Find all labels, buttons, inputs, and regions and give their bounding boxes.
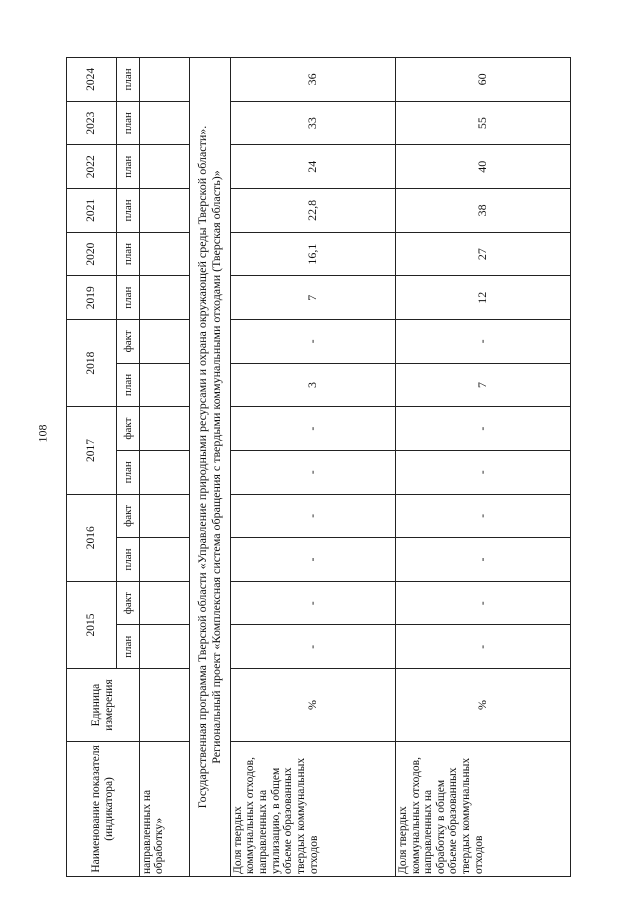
unit-cell: % — [395, 669, 570, 742]
value-cell: 7 — [395, 363, 570, 407]
value-cell: - — [395, 320, 570, 364]
value-cell: - — [230, 538, 395, 582]
value-cell: - — [230, 450, 395, 494]
value-cell: - — [395, 625, 570, 669]
header-year: 2019 — [67, 276, 117, 320]
value-cell: - — [230, 320, 395, 364]
value-cell: 12 — [395, 276, 570, 320]
table-row — [230, 58, 395, 877]
project-title: Региональный проект «Комплексная система обращения с твердыми коммунальными отходами (Тверская область)» — [208, 170, 223, 764]
page-number: 108 — [35, 424, 50, 443]
indicator-name: направленных на обработку» — [139, 741, 189, 876]
value-cell: 33 — [230, 101, 395, 145]
header-plan: план — [117, 58, 140, 102]
value-cell: 3 — [230, 363, 395, 407]
value-cell: - — [230, 625, 395, 669]
header-year: 2017 — [67, 407, 117, 494]
header-fact: факт — [117, 494, 140, 538]
value-cell: 7 — [230, 276, 395, 320]
header-year: 2022 — [67, 145, 117, 189]
header-plan: план — [117, 363, 140, 407]
value-cell: 24 — [230, 145, 395, 189]
header-year: 2020 — [67, 232, 117, 276]
unit-cell: % — [230, 669, 395, 742]
header-plan: план — [117, 276, 140, 320]
header-fact: факт — [117, 320, 140, 364]
header-plan: план — [117, 625, 140, 669]
value-cell: 27 — [395, 232, 570, 276]
value-cell: 60 — [395, 58, 570, 102]
header-plan: план — [117, 450, 140, 494]
value-cell: 40 — [395, 145, 570, 189]
value-cell: - — [395, 450, 570, 494]
indicator-name: Доля твердых коммунальных отходов, направленных на обработку в общем объеме образованных твердых коммунальных отходов — [395, 741, 570, 876]
header-plan: план — [117, 538, 140, 582]
header-unit: Единица измерения — [67, 669, 140, 742]
value-cell: 22,8 — [230, 189, 395, 233]
header-name: Наименование показателя (индикатора) — [67, 741, 140, 876]
header-plan: план — [117, 189, 140, 233]
table-row — [395, 58, 570, 877]
header-year: 2024 — [67, 58, 117, 102]
value-cell: - — [230, 494, 395, 538]
program-row — [189, 58, 230, 877]
value-cell: - — [395, 407, 570, 451]
header-fact: факт — [117, 407, 140, 451]
program-cell — [189, 58, 230, 877]
value-cell: 16,1 — [230, 232, 395, 276]
continued-row — [139, 58, 189, 877]
header-year: 2015 — [67, 581, 117, 668]
value-cell: 55 — [395, 101, 570, 145]
value-cell: - — [230, 407, 395, 451]
value-cell: - — [395, 581, 570, 625]
header-year: 2023 — [67, 101, 117, 145]
value-cell: - — [395, 494, 570, 538]
value-cell: 38 — [395, 189, 570, 233]
header-year: 2016 — [67, 494, 117, 581]
program-title: Государственная программа Тверской области «Управление природными ресурсами и охрана окружающей среды Тверской области». — [195, 125, 210, 809]
indicators-table — [66, 57, 571, 877]
value-cell: 36 — [230, 58, 395, 102]
value-cell: - — [395, 538, 570, 582]
header-plan: план — [117, 101, 140, 145]
header-plan: план — [117, 145, 140, 189]
header-year: 2018 — [67, 320, 117, 407]
header-row-years — [67, 58, 117, 877]
value-cell: - — [230, 581, 395, 625]
indicator-name: Доля твердых коммунальных отходов, направленных на утилизацию, в общем объеме образованных твердых коммунальных отходов — [230, 741, 395, 876]
header-year: 2021 — [67, 189, 117, 233]
header-plan: план — [117, 232, 140, 276]
header-fact: факт — [117, 581, 140, 625]
rotated-table-container — [66, 57, 571, 877]
